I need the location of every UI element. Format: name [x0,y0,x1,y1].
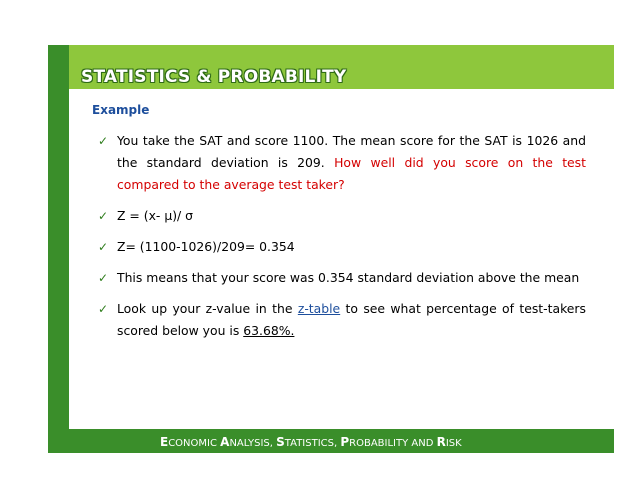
bullet-item-z-table [98,298,586,342]
check-icon: ✓ [98,271,109,285]
percentage-value: 63.68%. [243,323,295,338]
bullet-text: Z = (x- μ)/ σ [117,208,194,223]
bullet-text: You take the SAT and score 1100. The mean score for the SAT is 1026 and the standard deviation is 209. [117,133,586,170]
bullet-item-sat-score [98,130,586,196]
bullet-text: Look up your z-value in the [117,301,298,316]
z-table-link[interactable]: z-table [297,301,341,316]
bullet-text: to see what percentage of test-takers scored below you is [117,301,586,338]
bullet-text: Z= (1100-1026)/209= 0.354 [117,239,295,254]
check-icon: ✓ [98,134,109,148]
bullet-list [98,130,586,351]
footer-text: ECONOMIC ANALYSIS, STATISTICS, PROBABILITY AND RISK [160,435,462,449]
check-icon: ✓ [98,209,109,223]
bullet-item-z-calculation [98,236,586,258]
slide-title: STATISTICS & PROBABILITY [81,67,347,87]
left-accent-bar [48,45,69,453]
check-icon: ✓ [98,302,109,316]
bullet-item-z-formula [98,205,586,227]
bullet-text: This means that your score was 0.354 standard deviation above the mean [117,270,580,285]
bullet-item-interpretation [98,267,586,289]
check-icon: ✓ [98,240,109,254]
slide-subtitle: Example [92,103,150,117]
bullet-question: How well did you score on the test compared to the average test taker? [117,155,586,192]
